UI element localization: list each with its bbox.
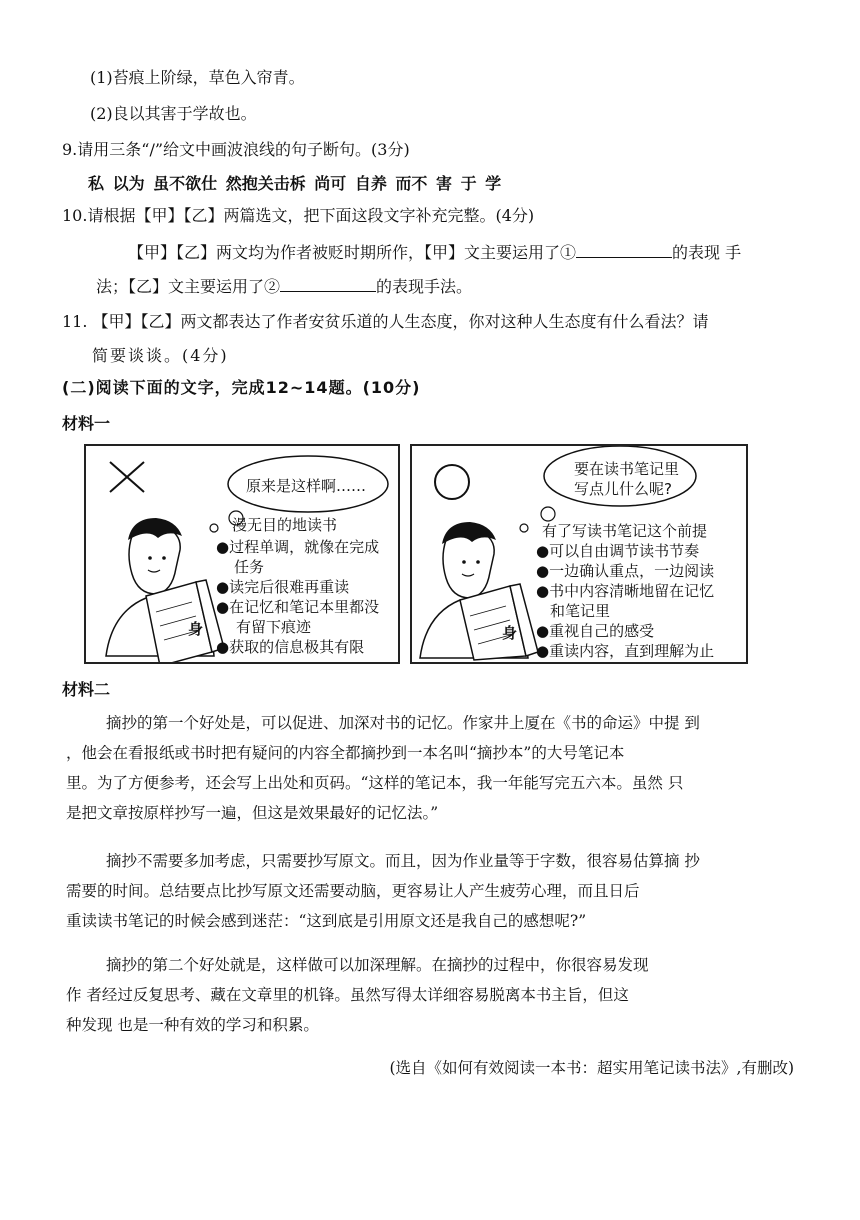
paragraph-1-line-2: ，他会在看报纸或书时把有疑问的内容全都摘抄到一本名叫“摘抄本”的大号笔记本 bbox=[66, 744, 625, 762]
book-character-left: 身 bbox=[188, 620, 204, 638]
paragraph-1-line-4: 是把文章按原样抄写一遍，但这是效果最好的记忆法。” bbox=[66, 804, 439, 822]
circle-mark-icon bbox=[435, 465, 469, 499]
paragraph-2-line-2: 需要的时间。总结要点比抄写原文还需要动脑，更容易让人产生疲劳心理，而且日后 bbox=[66, 882, 640, 900]
paragraph-3-line-1: 摘抄的第二个好处就是，这样做可以加深理解。在摘抄的过程中，你很容易发现 bbox=[106, 956, 649, 974]
q10-text-a1: 【甲】【乙】两文均为作者被贬时期所作，【甲】文主要运用了① bbox=[128, 243, 577, 262]
paragraph-2 bbox=[66, 846, 792, 936]
thought-text-left: 原来是这样啊…… bbox=[246, 477, 367, 495]
cartoon-left-item-3: ●在记忆和笔记本里都没 bbox=[216, 598, 380, 616]
material-2-label: 材料二 bbox=[62, 680, 111, 699]
cartoon-left-item-1: ●过程单调，就像在完成 bbox=[216, 538, 380, 556]
cartoon-right-item-2: ●一边确认重点，一边阅读 bbox=[536, 562, 715, 580]
q10-text-a2: 的表现 手 bbox=[672, 243, 742, 262]
answer-blank-2[interactable] bbox=[280, 276, 376, 292]
material-1-label: 材料一 bbox=[62, 414, 111, 433]
q10-text-b1: 法；【乙】文主要运用了② bbox=[96, 277, 281, 296]
paragraph-2-line-1: 摘抄不需要多加考虑，只需要抄写原文。而且，因为作业量等于字数，很容易估算摘 抄 bbox=[106, 852, 700, 870]
cartoon-right-item-4: ●重视自己的感受 bbox=[536, 622, 655, 640]
thought-text-right-2: 写点儿什么呢? bbox=[574, 480, 672, 498]
paragraph-3-line-3: 种发现 也是一种有效的学习和积累。 bbox=[66, 1016, 319, 1034]
question-11-cont: 简要谈谈。(4分) bbox=[92, 346, 229, 365]
cartoon-panel-left bbox=[84, 444, 400, 664]
paragraph-1-line-1: 摘抄的第一个好处是，可以促进、加深对书的记忆。作家井上厦在《书的命运》中提 到 bbox=[106, 714, 700, 732]
cartoon-right-heading: 有了写读书笔记这个前提 bbox=[542, 522, 708, 540]
q8-item-2: (2)良以其害于学故也。 bbox=[90, 104, 257, 123]
paragraph-1 bbox=[66, 708, 792, 828]
question-10: 10.请根据【甲】【乙】两篇选文，把下面这段文字补充完整。(4分) bbox=[62, 206, 535, 225]
cartoon-left-item-4: ●获取的信息极其有限 bbox=[216, 638, 365, 656]
cartoon-left-item-1b: 任务 bbox=[234, 558, 265, 576]
book-character-right: 身 bbox=[502, 624, 518, 642]
cartoon-left-item-2: ●读完后很难再重读 bbox=[216, 578, 350, 596]
question-11: 11. 【甲】【乙】两文都表达了作者安贫乐道的人生态度，你对这种人生态度有什么看法？请 bbox=[62, 312, 709, 331]
cartoon-left-item-3b: 有留下痕迹 bbox=[236, 618, 312, 636]
question-9-sentence: 私 以为 虽不欲仕 然抱关击柝 尚可 自养 而不 害 于 学 bbox=[88, 174, 502, 193]
answer-blank-1[interactable] bbox=[576, 242, 672, 258]
cartoon-right-item-5: ●重读内容，直到理解为止 bbox=[536, 642, 715, 660]
question-10-line-2 bbox=[96, 276, 472, 297]
section-2-heading: (二)阅读下面的文字，完成12~14题。(10分) bbox=[62, 378, 421, 397]
cartoon-right-item-3b: 和笔记里 bbox=[550, 602, 611, 620]
paragraph-1-line-3: 里。为了方便参考，还会写上出处和页码。“这样的笔记本，我一年能写完五六本。虽然 只 bbox=[66, 774, 684, 792]
question-9: 9.请用三条“/”给文中画波浪线的句子断句。(3分) bbox=[62, 140, 410, 159]
thought-text-right-1: 要在读书笔记里 bbox=[574, 460, 680, 478]
cartoon-left-heading: 漫无目的地读书 bbox=[232, 516, 338, 534]
question-10-line-1 bbox=[128, 242, 741, 263]
cartoon-panel-right bbox=[410, 444, 748, 664]
paragraph-2-line-3: 重读读书笔记的时候会感到迷茫：“这到底是引用原文还是我自己的感想呢?” bbox=[66, 912, 587, 930]
q8-item-1: (1)苔痕上阶绿，草色入帘青。 bbox=[90, 68, 305, 87]
source-citation: (选自《如何有效阅读一本书：超实用笔记读书法》,有删改) bbox=[389, 1059, 794, 1077]
paragraph-3 bbox=[66, 950, 792, 1040]
q10-text-b2: 的表现手法。 bbox=[376, 277, 473, 296]
paragraph-3-line-2: 作 者经过反复思考、藏在文章里的机锋。虽然写得太详细容易脱离本书主旨，但这 bbox=[66, 986, 629, 1004]
cartoon-right-item-3: ●书中内容清晰地留在记忆 bbox=[536, 582, 715, 600]
cartoon-right-item-1: ●可以自由调节读书节奏 bbox=[536, 542, 700, 560]
